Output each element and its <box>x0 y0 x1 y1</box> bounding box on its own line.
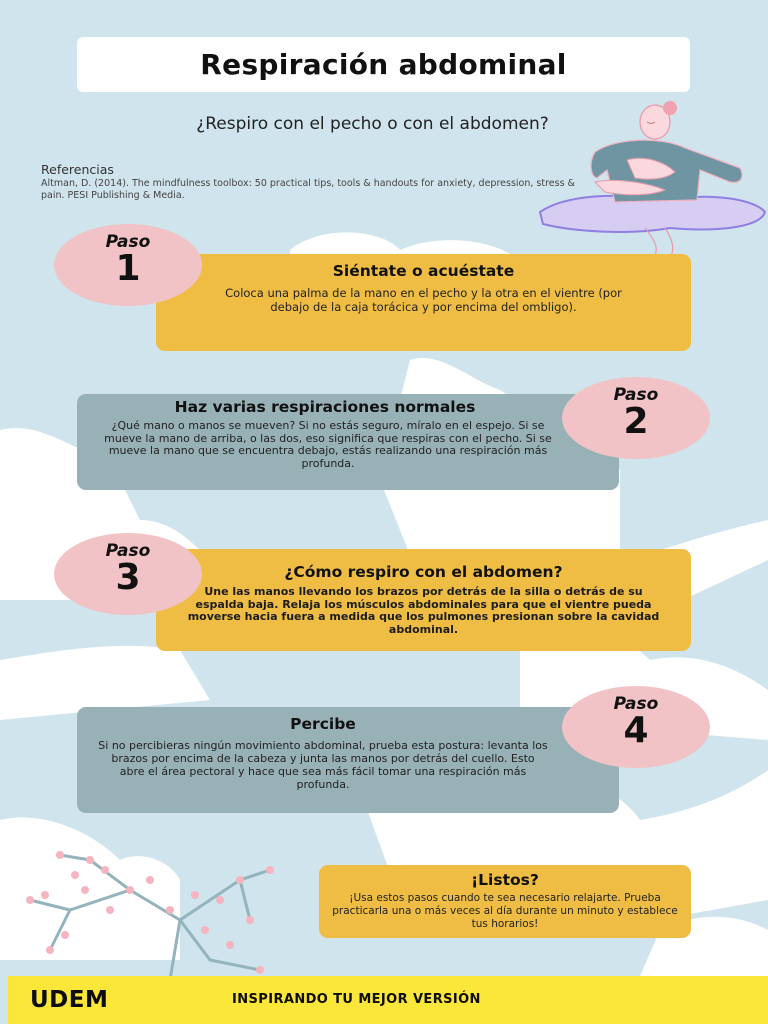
step-2-badge <box>562 377 710 459</box>
step-1-card <box>156 254 691 351</box>
step-1-title: Siéntate o acuéstate <box>332 262 515 280</box>
step-2-body: ¿Qué mano o manos se mueven? Si no estás seguro, míralo en el espejo. Si se mueve la mano de arriba, o las dos, eso significa que respiras con el pecho. Si se mueve la mano que se encuentra debajo, estás realizando una respiración más profunda. <box>104 419 552 470</box>
references-text: Altman, D. (2014). The mindfulness toolbox: 50 practical tips, tools & handouts for anxiety, depression, stress & pain. PESI Publishing & Media. <box>41 178 575 201</box>
step-2-card <box>77 394 619 490</box>
step-1-body: Coloca una palma de la mano en el pecho y la otra en el vientre (por debajo de la caja torácica y por encima del ombligo). <box>225 286 622 314</box>
step-4-badge <box>562 686 710 768</box>
step-3-number: 3 <box>115 557 141 598</box>
ready-body: ¡Usa estos pasos cuando te sea necesario relajarte. Prueba practicarla una o más veces al día durante un minuto y establece tus horarios! <box>332 892 678 930</box>
step-4-number: 4 <box>623 710 649 751</box>
blossom-tree-illustration <box>10 850 290 980</box>
brand-logo-text: UDEM <box>30 987 109 1013</box>
step-2-paso-label: Paso <box>613 385 659 405</box>
step-3-body: Une las manos llevando los brazos por detrás de la silla o detrás de su espalda baja. Relaja los músculos abdominales para que el vientre pueda moverse hacia fuera a medida que los pulmones presionan sobre la cavidad abdominal. <box>187 585 660 636</box>
page-title: Respiración abdominal <box>200 48 567 81</box>
footer-slogan: INSPIRANDO TU MEJOR VERSIÓN <box>232 992 481 1007</box>
step-3-title: ¿Cómo respiro con el abdomen? <box>284 563 563 581</box>
intro-question: ¿Respiro con el pecho o con el abdomen? <box>196 114 549 134</box>
ready-title: ¡Listos? <box>471 871 539 889</box>
step-4-card <box>77 707 619 813</box>
step-2-number: 2 <box>623 401 649 442</box>
step-3-badge <box>54 533 202 615</box>
ready-card <box>319 865 691 938</box>
step-2-title: Haz varias respiraciones normales <box>174 398 476 416</box>
step-4-body: Si no percibieras ningún movimiento abdominal, prueba esta postura: levanta los brazos por encima de la cabeza y junta las manos por detrás del cuello. Esto abre el área pectoral y hace que sea más fácil tomar una respiración más profunda. <box>98 739 548 791</box>
title-banner <box>77 37 690 92</box>
step-4-paso-label: Paso <box>613 694 659 714</box>
references-heading: Referencias <box>41 162 114 177</box>
step-4-title: Percibe <box>290 715 356 733</box>
step-1-number: 1 <box>115 248 141 289</box>
step-3-paso-label: Paso <box>105 541 151 561</box>
step-3-card <box>156 549 691 651</box>
step-1-badge <box>54 224 202 306</box>
step-1-paso-label: Paso <box>105 232 151 252</box>
